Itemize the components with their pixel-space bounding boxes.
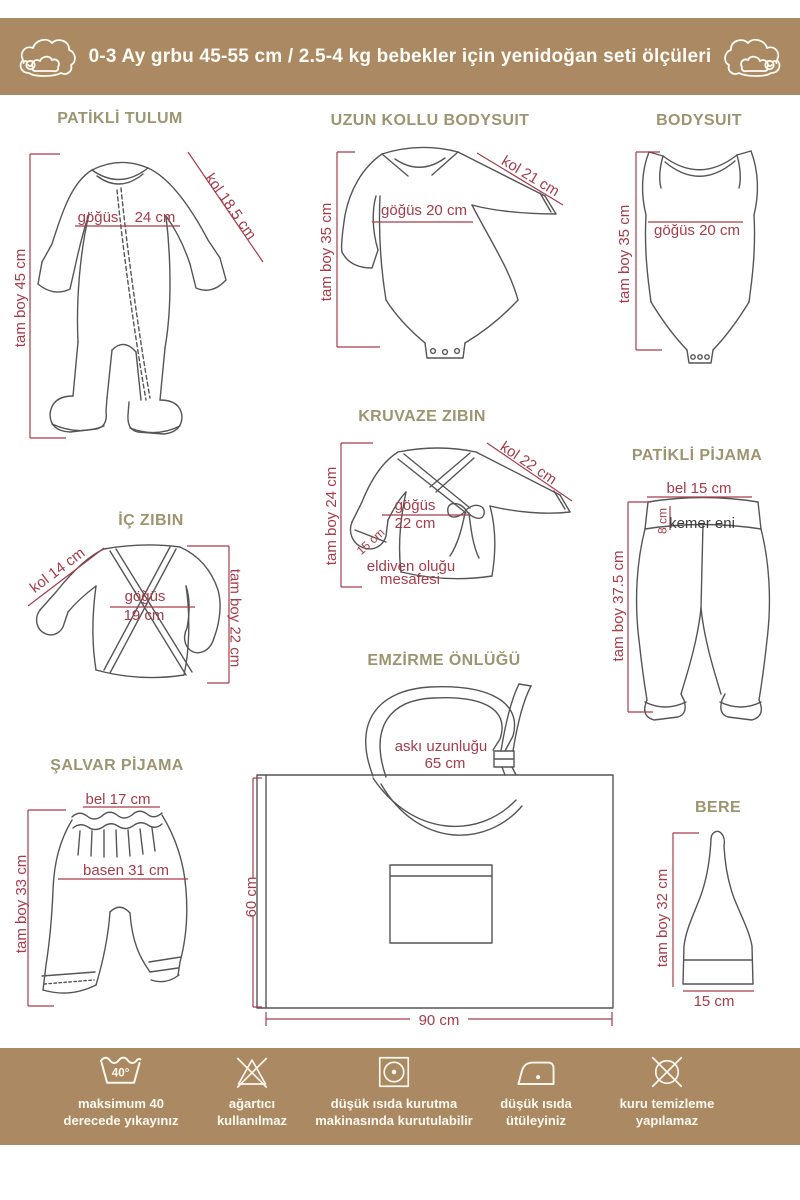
emzirme-onlugu-drawing [257,684,613,1008]
care-band [0,1048,800,1145]
tulum-chest-label: göğüs [77,208,119,226]
tulum-sleeve-label: kol 18.5 cm [201,170,260,243]
salvar-length-label: tam boy 33 cm [12,854,30,954]
tulum-title: PATİKLİ TULUM [57,110,183,127]
care-label-no-dry-clean: kuru temizleme yapılamaz [619,1096,715,1128]
sheep-on-cloud-icon [720,32,784,84]
kruvaze-note-line2: mesafesi [379,570,441,588]
pijama-waistband-label: kemer eni [669,514,735,532]
pijama-length-label: tam boy 37.5 cm [609,550,627,662]
onluk-height-label: 60 cm [242,876,260,918]
kruvaze-sleeve-label: kol 22 cm [497,438,560,489]
ic-zibin-title: İÇ ZIBIN [118,512,184,529]
uzun-length-label: tam boy 35 cm [317,202,335,302]
kruvaze-length-label: tam boy 24 cm [322,466,340,566]
bodysuit-dimensions [636,152,743,350]
page-title: 0-3 Ay grbu 45-55 cm / 2.5-4 kg bebekler için yenidoğan seti ölçüleri [88,45,712,67]
onluk-width-label: 90 cm [418,1011,460,1029]
care-label-wash: maksimum 40 derecede yıkayınız [63,1096,179,1128]
onluk-strap-value: 65 cm [424,754,466,772]
ic-zibin-chest-label: göğüs [124,587,166,605]
onluk-title: EMZİRME ÖNLÜĞÜ [367,652,521,669]
wash-40-icon [99,1054,142,1090]
no-dry-clean-icon [649,1054,685,1090]
bere-drawing [683,831,753,984]
onluk-strap-label: askı uzunluğu [394,737,488,755]
uzun-sleeve-label: kol 21 cm [498,152,563,201]
care-label-iron: düşük ısıda ütüleyiniz [500,1096,572,1128]
pijama-waist-label: bel 15 cm [666,479,732,497]
care-item-iron [480,1054,592,1130]
header-band [0,18,800,95]
wash-temp-value: 40° [112,1066,130,1080]
bere-title: BERE [694,799,742,816]
patikli-pijama-title: PATİKLİ PİJAMA [631,447,763,464]
salvar-pijama-dimensions [28,807,188,1006]
bere-width-label: 15 cm [693,992,735,1010]
care-item-wash [61,1054,181,1130]
tulum-length-label: tam boy 45 cm [11,248,29,348]
ic-zibin-chest-value: 19 cm [123,606,165,624]
salvar-title: ŞALVAR PİJAMA [50,757,184,774]
bodysuit-chest-label: göğüs 20 cm [654,221,740,239]
kruvaze-chest-value: 22 cm [394,514,436,532]
tumble-dry-low-icon [376,1054,412,1090]
ic-zibin-length-label: tam boy 22 cm [226,568,244,668]
care-item-tumble-dry [309,1054,479,1130]
salvar-hip-label: basen 31 cm [83,861,169,879]
pijama-waistband-value: 8 cm [655,507,670,535]
kruvaze-note-line1: eldiven oluğu [366,557,456,575]
uzun-bodysuit-title: UZUN KOLLU BODYSUIT [330,112,530,129]
care-label-tumble-dry: düşük ısıda kurutma makinasında kurutulabilir [315,1096,473,1128]
bodysuit-drawing [643,151,758,363]
care-item-no-dry-clean [599,1054,735,1130]
bere-dimensions [673,833,754,991]
tulum-drawing [38,162,226,434]
care-label-no-bleach: ağartıcı kullanılmaz [216,1096,288,1128]
care-item-no-bleach [197,1054,307,1130]
salvar-pijama-drawing [42,811,187,993]
iron-low-icon [515,1054,556,1090]
emzirme-onlugu-dimensions [253,778,612,1026]
ic-zibin-sleeve-label: kol 14 cm [26,544,89,597]
salvar-waist-label: bel 17 cm [85,790,151,808]
no-bleach-icon [234,1054,270,1090]
bodysuit-length-label: tam boy 35 cm [615,204,633,304]
bodysuit-title: BODYSUIT [656,112,742,129]
kruvaze-chest-label: göğüs [394,496,436,514]
kruvaze-cuff-value: 15 cm [353,525,388,558]
kruvaze-title: KRUVAZE ZIBIN [358,408,486,425]
uzun-chest-label: göğüs 20 cm [381,201,467,219]
tulum-chest-value: 24 cm [134,208,176,226]
sheep-on-cloud-icon [16,32,80,84]
bere-length-label: tam boy 32 cm [653,868,671,968]
